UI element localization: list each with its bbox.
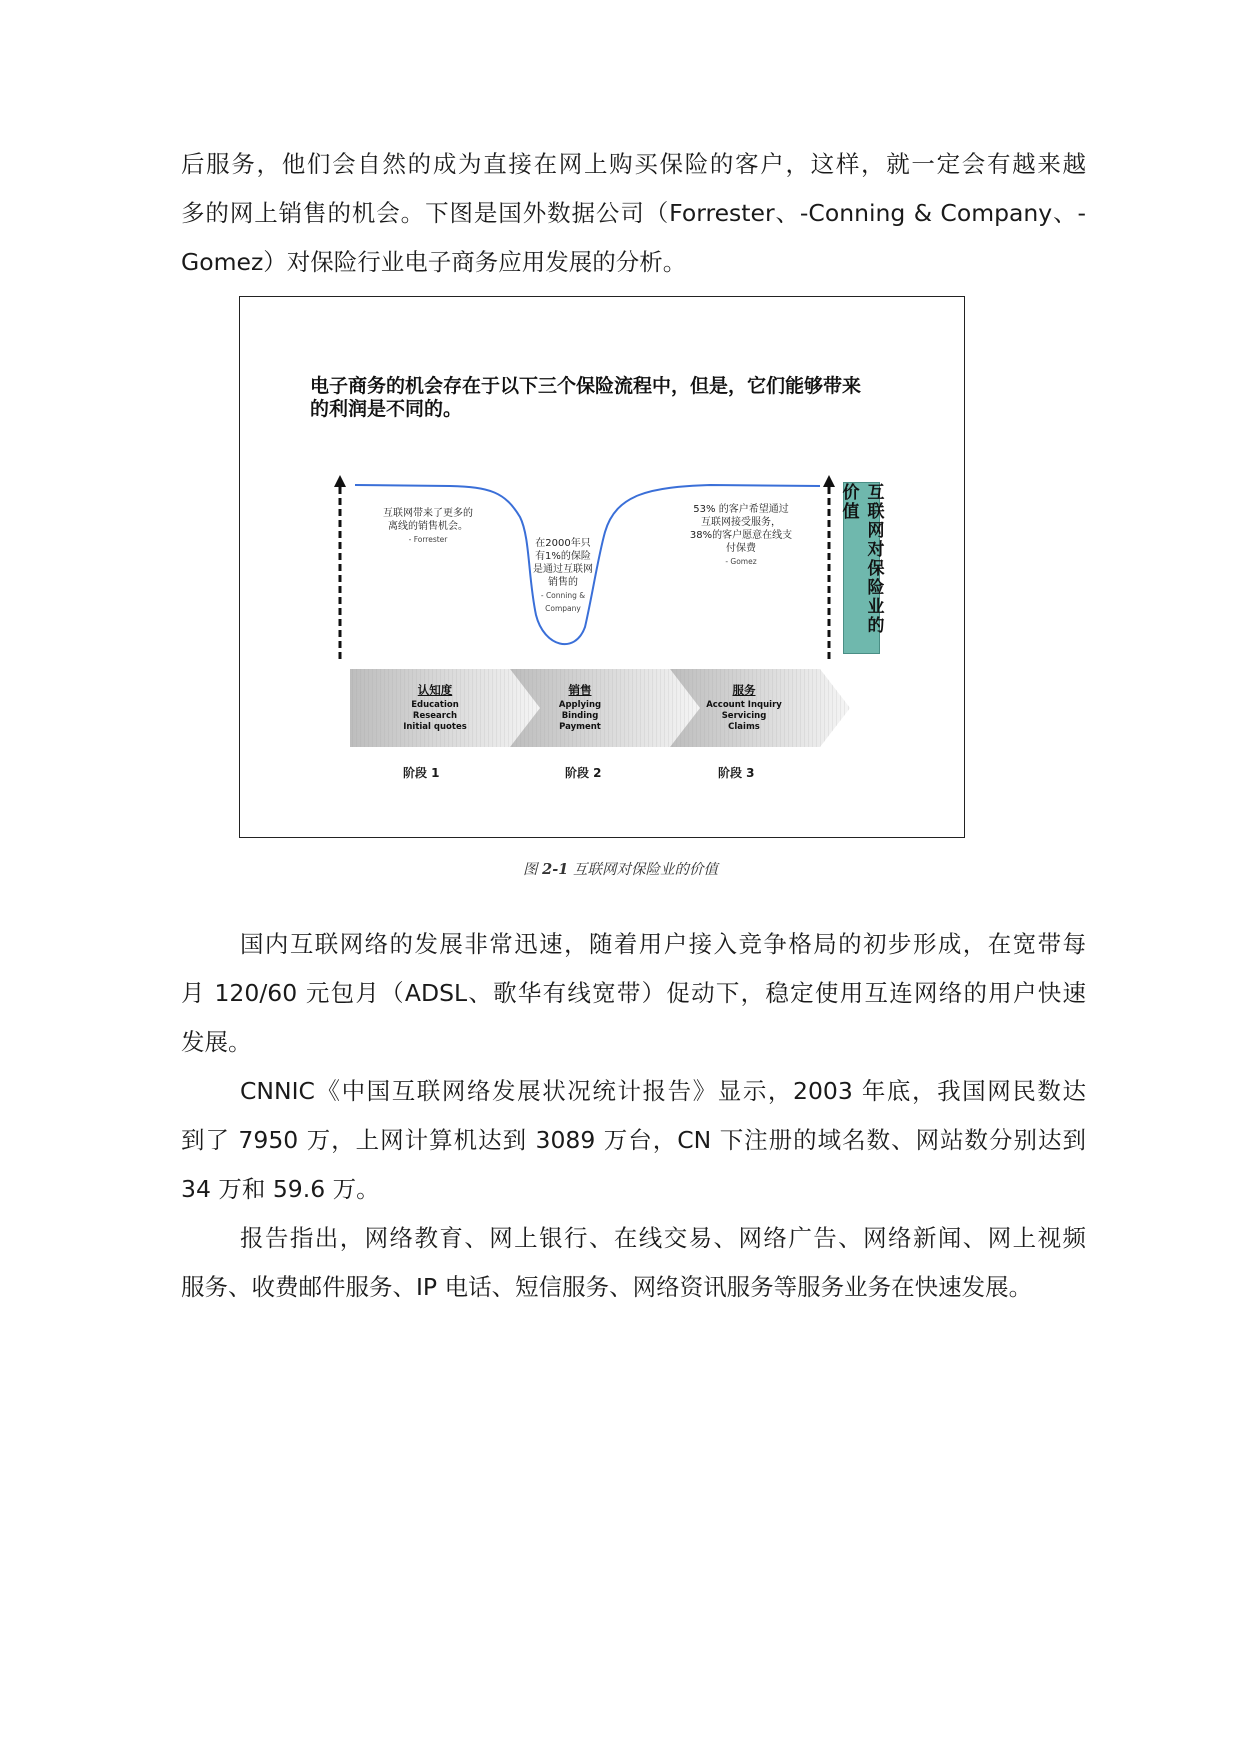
- stage1-sub2: Research: [412, 711, 458, 721]
- p1-line1: 后服务，他们会自然的成为直接在网上购买保险的客户，这样，就一定会有越来越: [181, 150, 1086, 178]
- stage2-sub1: Applying: [558, 700, 602, 710]
- note2-line1: 在2000年只: [535, 538, 591, 549]
- right-axis: [823, 475, 835, 659]
- stage1-title: 认知度: [417, 683, 453, 697]
- stage3-title: 服务: [732, 683, 756, 697]
- note1-line2: 离线的销售机会。: [388, 521, 468, 532]
- p3-line3: 34 万和 59.6 万。: [181, 1175, 380, 1203]
- p2-line2: 月 120/60 元包月（ADSL、歌华有线宽带）促动下，稳定使用互连网络的用户快速: [181, 979, 1086, 1007]
- p4-line2: 服务、收费邮件服务、IP 电话、短信服务、网络资讯服务等服务业务在快速发展。: [181, 1273, 1033, 1301]
- caption-number: 2-1: [542, 861, 569, 878]
- stage3-sub2: Servicing: [721, 711, 767, 721]
- p2-line3: 发展。: [181, 1028, 252, 1056]
- note2-line3: 是通过互联网: [533, 564, 593, 575]
- stage1-sub1: Education: [411, 700, 459, 710]
- paragraph-2: [181, 920, 1086, 1067]
- note2-line4: 销售的: [548, 577, 578, 588]
- paragraph-4: [181, 1214, 1086, 1312]
- value-label: 互联网对保险业的价值: [838, 483, 884, 635]
- phase-label-2: 阶段 2: [565, 766, 602, 780]
- p1-line3: Gomez）对保险行业电子商务应用发展的分析。: [181, 248, 687, 276]
- p2-line1: 国内互联网络的发展非常迅速，随着用户接入竞争格局的初步形成，在宽带每: [240, 930, 1086, 958]
- note3-line3: 38%的客户愿意在线支: [689, 530, 793, 541]
- figure-title: [310, 375, 910, 421]
- figure-title-line1: 电子商务的机会存在于以下三个保险流程中，但是，它们能够带来: [310, 375, 862, 397]
- stage3-sub3: Claims: [728, 722, 760, 732]
- phase-label-3: 阶段 3: [718, 766, 755, 780]
- stage2-sub3: Payment: [559, 722, 601, 732]
- note3-source: - Gomez: [725, 557, 757, 566]
- p4-line1: 报告指出，网络教育、网上银行、在线交易、网络广告、网络新闻、网上视频: [240, 1224, 1086, 1252]
- note3-line1: 53% 的客户希望通过: [693, 504, 789, 515]
- caption-prefix: 图: [523, 862, 543, 878]
- note1-source: - Forrester: [408, 535, 448, 544]
- stage1-sub3: Initial quotes: [403, 722, 467, 732]
- figure-frame: [239, 296, 965, 838]
- stage2-sub2: Binding: [561, 711, 599, 721]
- paragraph-1: [181, 140, 1086, 287]
- p3-line1: CNNIC《中国互联网络发展状况统计报告》显示，2003 年底，我国网民数达: [240, 1077, 1086, 1105]
- note2-line2: 有1%的保险: [535, 551, 591, 562]
- note1-line1: 互联网带来了更多的: [383, 508, 473, 519]
- stage2-title: 销售: [568, 683, 592, 697]
- caption-text: 互联网对保险业的价值: [568, 862, 718, 878]
- figure-title-line2: 的利润是不同的。: [310, 398, 463, 420]
- note-gomez: [676, 503, 806, 568]
- note2-source2: Company: [545, 604, 581, 613]
- stage-label-1: [390, 682, 480, 733]
- note-conning: [524, 537, 602, 615]
- paragraph-3: [181, 1067, 1086, 1214]
- stage-label-3: [696, 682, 792, 733]
- p3-line2: 到了 7950 万，上网计算机达到 3089 万台，CN 下注册的域名数、网站数分别达到: [181, 1126, 1086, 1154]
- note3-line2: 互联网接受服务，: [701, 517, 781, 528]
- note-forrester: [368, 507, 488, 546]
- left-axis: [334, 475, 346, 659]
- value-label-box: [838, 482, 884, 654]
- stage-label-2: [540, 682, 620, 733]
- phase-label-1: 阶段 1: [403, 766, 440, 780]
- p1-line2: 多的网上销售的机会。下图是国外数据公司（Forrester、-Conning & Company、-: [181, 199, 1086, 227]
- note3-line4: 付保费: [726, 543, 756, 554]
- note2-source1: - Conning &: [540, 591, 586, 600]
- stage3-sub1: Account Inquiry: [706, 700, 782, 710]
- figure-caption: [0, 858, 1241, 879]
